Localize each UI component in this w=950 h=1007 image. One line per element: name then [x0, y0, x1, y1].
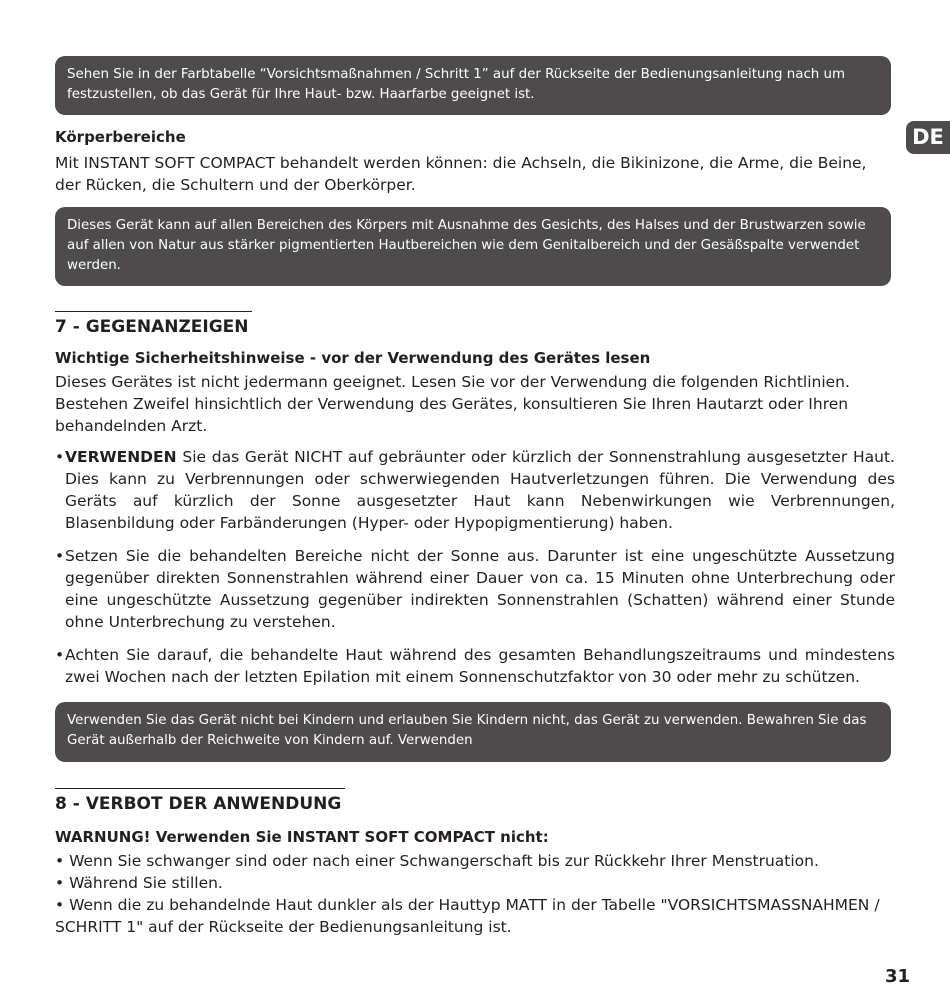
warning-heading: WARNUNG! Verwenden Sie INSTANT SOFT COMPACT nicht: — [55, 828, 549, 846]
list-item: • Wenn Sie schwanger sind oder nach einer Schwangerschaft bis zur Rückkehr Ihrer Menstruation. — [55, 852, 819, 870]
bullet-item — [55, 545, 895, 633]
section-8-title: 8 - VERBOT DER ANWENDUNG — [55, 788, 345, 815]
section-7-title: 7 - GEGENANZEIGEN — [55, 311, 252, 338]
bullet-text: Setzen Sie die behandelten Bereiche nicht der Sonne aus. Darunter ist eine ungeschützte Aussetzung gegenüber direkten Sonnenstrahlen während einer Dauer von ca. 15 Minuten ohne Unterbrechung oder eine ungeschützte Aussetzung gegenüber indirekten Sonnenstrahlen (Schatten) während einer Stunde ohne Unterbrechung zu verstehen. — [65, 547, 895, 631]
bullet-emphasis: VERWENDEN — [65, 448, 177, 466]
language-tab: DE — [906, 121, 950, 154]
body-areas-text: Mit INSTANT SOFT COMPACT behandelt werden können: die Achseln, die Bikinizone, die Arme, die Beine, der Rücken, die Schultern und der Oberkörper. — [55, 154, 867, 194]
section-7-subheading: Wichtige Sicherheitshinweise - vor der Verwendung des Gerätes lesen — [55, 349, 651, 367]
list-item: • Wenn die zu behandelnde Haut dunkler als der Hauttyp MATT in der Tabelle "VORSICHTSMASSNAHMEN / SCHRITT 1" auf der Rückseite der Bedienungsanleitung ist. — [55, 896, 880, 936]
info-box-text: Dieses Gerät kann auf allen Bereichen des Körpers mit Ausnahme des Gesichts, des Halses und der Brustwarzen sowie auf allen von Natur aus stärker pigmentierten Hautbereichen wie dem Genitalbereich und der Gesäßspalte verwendet werden. — [67, 218, 866, 273]
body-areas-heading: Körperbereiche — [55, 128, 186, 146]
info-box-text: Verwenden Sie das Gerät nicht bei Kindern und erlauben Sie Kindern nicht, das Gerät zu verwenden. Bewahren Sie das Gerät außerhalb der Reichweite von Kindern auf. Verwenden — [67, 713, 867, 748]
info-box-color-chart — [55, 56, 891, 115]
bullet-item — [55, 446, 895, 534]
bullet-dot: • — [55, 448, 65, 466]
section-7-intro: Dieses Gerätes ist nicht jedermann geeignet. Lesen Sie vor der Verwendung die folgenden Richtlinien. Bestehen Zweifel hinsichtlich der Verwendung des Gerätes, konsultieren Sie Ihren Hautarzt oder Ihren behandelnden Arzt. — [55, 373, 850, 435]
list-item: • Während Sie stillen. — [55, 874, 223, 892]
bullet-dot: • — [55, 547, 65, 565]
bullet-item — [55, 644, 895, 688]
bullet-dot: • — [55, 646, 65, 664]
info-box-children — [55, 702, 891, 762]
bullet-text: Achten Sie darauf, die behandelte Haut während des gesamten Behandlungszeitraums und mindestens zwei Wochen nach der letzten Epilation mit einem Sonnenschutzfaktor von 30 oder mehr zu schützen. — [65, 646, 895, 686]
page-number: 31 — [885, 966, 911, 987]
bullet-text: Sie das Gerät NICHT auf gebräunter oder kürzlich der Sonnenstrahlung ausgesetzter Haut. Dies kann zu Verbrennungen oder schwerwiegenden Hautverletzungen führen. Die Verwendung des Geräts auf kürzlich der Sonne ausgesetzter Haut kann Nebenwirkungen wie Verbrennungen, Blasenbildung oder Farbänderungen (Hyper- oder Hypopigmentierung) haben. — [65, 448, 895, 532]
info-box-excluded-areas — [55, 207, 891, 286]
info-box-text: Sehen Sie in der Farbtabelle “Vorsichtsmaßnahmen / Schritt 1” auf der Rückseite der Bedienungsanleitung nach um festzustellen, ob das Gerät für Ihre Haut- bzw. Haarfarbe geeignet ist. — [67, 67, 846, 102]
